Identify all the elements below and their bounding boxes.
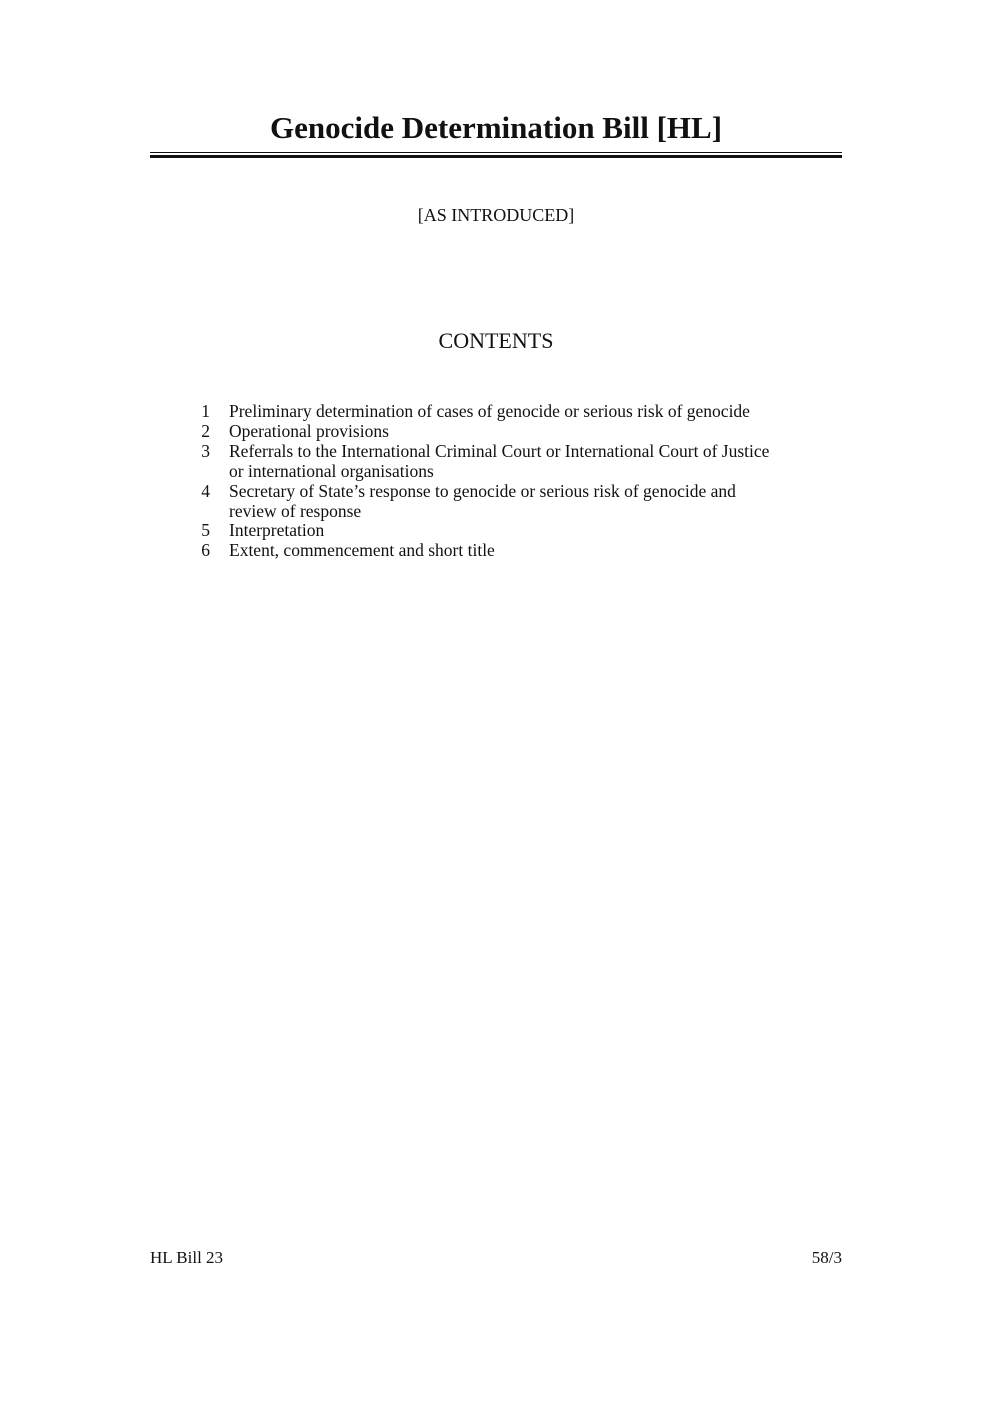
toc-item-title [229, 402, 750, 422]
title-rule-thick [150, 155, 842, 158]
table-of-contents [190, 402, 850, 561]
toc-item [190, 442, 850, 482]
toc-item-title [229, 541, 495, 561]
footer-bill-number: HL Bill 23 [150, 1248, 224, 1267]
toc-item-title-line: Interpretation [229, 520, 325, 541]
toc-item [190, 402, 850, 422]
footer-print-reference: 58/3 [811, 1248, 842, 1267]
toc-item [190, 482, 850, 522]
toc-item-title-line: review of response [229, 500, 362, 521]
toc-item-number: 5 [201, 520, 210, 541]
toc-item-number: 1 [201, 401, 210, 421]
toc-item-title-line: Preliminary determination of cases of genocide or serious risk of genocide [229, 401, 750, 421]
toc-item-number: 2 [201, 420, 210, 441]
toc-item-number: 6 [201, 540, 210, 561]
toc-item-title-line: Secretary of State’s response to genocide or serious risk of genocide and [229, 480, 736, 501]
toc-item-title [229, 482, 736, 522]
toc-item [190, 422, 850, 442]
toc-item-title [229, 442, 769, 482]
title-rule-thin [150, 152, 842, 153]
bill-title: Genocide Determination Bill [HL] [269, 110, 723, 145]
toc-item-title [229, 521, 324, 541]
bill-status: [AS INTRODUCED] [417, 205, 575, 225]
toc-item [190, 521, 850, 541]
toc-item-title [229, 422, 389, 442]
toc-item-title-line: Extent, commencement and short title [229, 540, 495, 561]
toc-item-number: 4 [201, 480, 210, 501]
contents-heading: CONTENTS [438, 328, 554, 353]
toc-item-number: 3 [201, 440, 210, 461]
toc-item-title-line: Referrals to the International Criminal Court or International Court of Justice [229, 440, 770, 461]
toc-item-title-line: Operational provisions [229, 420, 389, 441]
toc-item-title-line: or international organisations [229, 460, 434, 481]
toc-item [190, 541, 850, 561]
